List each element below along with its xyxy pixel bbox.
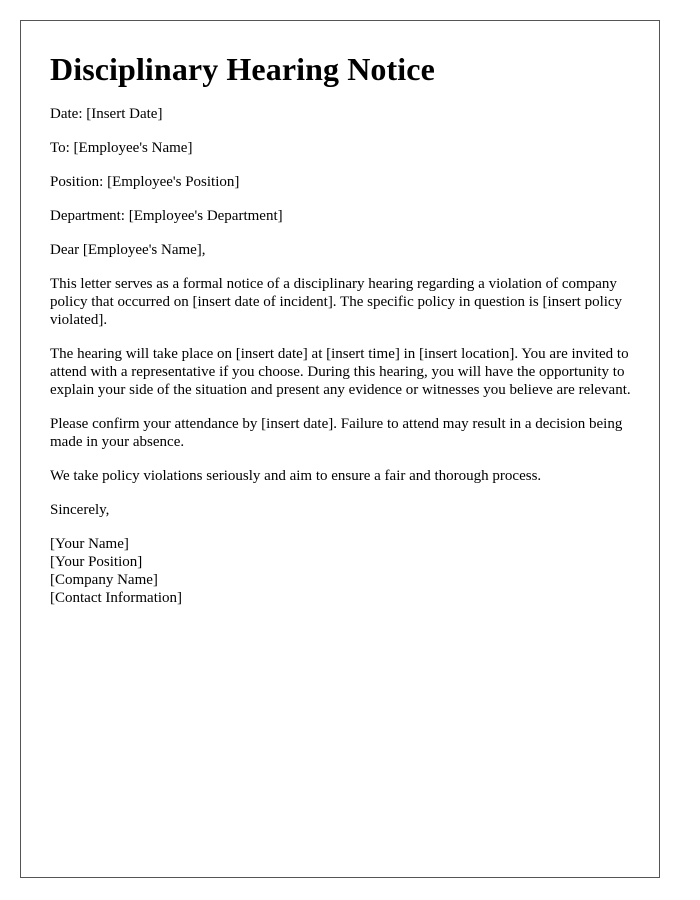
salutation: Dear [Employee's Name],	[50, 242, 206, 258]
body-paragraph-closing-statement: We take policy violations seriously and aim to ensure a fair and thorough process.	[50, 468, 542, 484]
department-line: Department: [Employee's Department]	[50, 208, 283, 224]
letter-content	[50, 51, 640, 607]
signature-contact: [Contact Information]	[50, 590, 183, 606]
body-paragraph-intro: This letter serves as a formal notice of a disciplinary hearing regarding a violation of company policy that occurred on [insert date of incident]. The specific policy in question is [insert policy violated].	[50, 276, 623, 328]
signature-company: [Company Name]	[50, 572, 158, 588]
signature-name: [Your Name]	[50, 536, 129, 552]
date-line: Date: [Insert Date]	[50, 106, 163, 122]
closing: Sincerely,	[50, 502, 110, 518]
position-line: Position: [Employee's Position]	[50, 174, 240, 190]
letter-page	[20, 20, 660, 878]
body-paragraph-hearing-details: The hearing will take place on [insert date] at [insert time] in [insert location]. You are invited to attend with a representative if you choose. During this hearing, you will have the opportunity to explain your side of the situation and present any evidence or witnesses you believe are relevant.	[50, 346, 631, 398]
body-paragraph-confirmation: Please confirm your attendance by [insert date]. Failure to attend may result in a decision being made in your absence.	[50, 416, 623, 450]
to-line: To: [Employee's Name]	[50, 140, 193, 156]
page-title: Disciplinary Hearing Notice	[50, 51, 435, 87]
signature-position: [Your Position]	[50, 554, 143, 570]
signature-block	[50, 535, 640, 607]
